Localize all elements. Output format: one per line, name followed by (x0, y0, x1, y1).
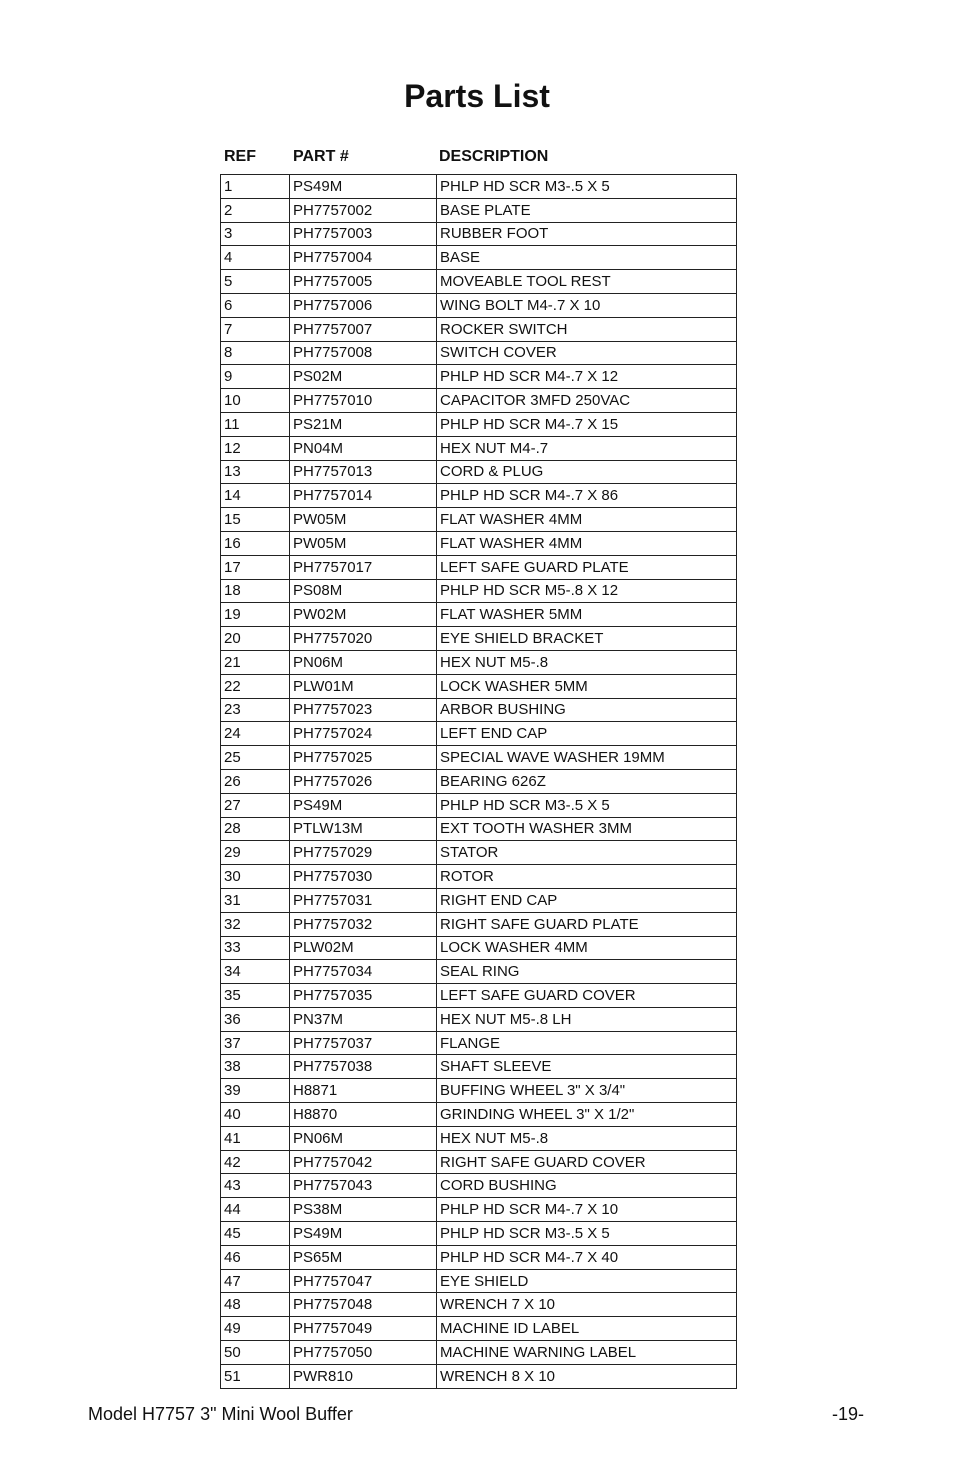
cell-ref: 18 (221, 579, 290, 603)
cell-description: PHLP HD SCR M4-.7 X 40 (437, 1245, 737, 1269)
cell-ref: 11 (221, 412, 290, 436)
cell-description: LEFT END CAP (437, 722, 737, 746)
cell-ref: 33 (221, 936, 290, 960)
cell-part-number: PS49M (290, 1222, 437, 1246)
cell-ref: 29 (221, 841, 290, 865)
cell-ref: 35 (221, 984, 290, 1008)
table-row (221, 1055, 737, 1079)
table-row (221, 722, 737, 746)
cell-description: LEFT SAFE GUARD PLATE (437, 555, 737, 579)
cell-part-number: PN37M (290, 1007, 437, 1031)
cell-description: BEARING 626Z (437, 769, 737, 793)
table-row (221, 555, 737, 579)
cell-ref: 43 (221, 1174, 290, 1198)
table-row (221, 1245, 737, 1269)
cell-description: BUFFING WHEEL 3" X 3/4" (437, 1079, 737, 1103)
cell-ref: 25 (221, 746, 290, 770)
cell-description: SWITCH COVER (437, 341, 737, 365)
cell-description: HEX NUT M5-.8 (437, 1126, 737, 1150)
cell-ref: 34 (221, 960, 290, 984)
cell-part-number: PTLW13M (290, 817, 437, 841)
cell-ref: 47 (221, 1269, 290, 1293)
table-row (221, 389, 737, 413)
cell-ref: 3 (221, 222, 290, 246)
cell-ref: 21 (221, 650, 290, 674)
cell-part-number: PH7757002 (290, 198, 437, 222)
cell-ref: 50 (221, 1341, 290, 1365)
cell-part-number: PH7757008 (290, 341, 437, 365)
cell-part-number: PH7757049 (290, 1317, 437, 1341)
table-row (221, 1269, 737, 1293)
table-row (221, 650, 737, 674)
cell-part-number: PLW01M (290, 674, 437, 698)
cell-description: PHLP HD SCR M4-.7 X 10 (437, 1198, 737, 1222)
cell-ref: 16 (221, 531, 290, 555)
table-row (221, 341, 737, 365)
cell-ref: 51 (221, 1364, 290, 1388)
cell-part-number: PH7757048 (290, 1293, 437, 1317)
cell-description: WING BOLT M4-.7 X 10 (437, 293, 737, 317)
cell-part-number: PW05M (290, 508, 437, 532)
cell-description: ROCKER SWITCH (437, 317, 737, 341)
cell-part-number: PLW02M (290, 936, 437, 960)
cell-part-number: H8870 (290, 1103, 437, 1127)
cell-description: SPECIAL WAVE WASHER 19MM (437, 746, 737, 770)
cell-part-number: PS02M (290, 365, 437, 389)
cell-ref: 49 (221, 1317, 290, 1341)
footer-page-number: -19- (831, 1404, 864, 1424)
cell-description: MOVEABLE TOOL REST (437, 270, 737, 294)
cell-description: MACHINE ID LABEL (437, 1317, 737, 1341)
cell-ref: 12 (221, 436, 290, 460)
cell-description: RUBBER FOOT (437, 222, 737, 246)
cell-part-number: PH7757023 (290, 698, 437, 722)
page-title: Parts List (404, 78, 550, 114)
table-row (221, 270, 737, 294)
cell-ref: 28 (221, 817, 290, 841)
cell-description: WRENCH 7 X 10 (437, 1293, 737, 1317)
cell-description: RIGHT SAFE GUARD PLATE (437, 912, 737, 936)
cell-description: SHAFT SLEEVE (437, 1055, 737, 1079)
cell-part-number: PS08M (290, 579, 437, 603)
cell-part-number: PH7757042 (290, 1150, 437, 1174)
table-row (221, 484, 737, 508)
cell-ref: 17 (221, 555, 290, 579)
cell-ref: 31 (221, 888, 290, 912)
cell-description: PHLP HD SCR M3-.5 X 5 (437, 175, 737, 199)
cell-description: CORD & PLUG (437, 460, 737, 484)
table-row (221, 1341, 737, 1365)
cell-ref: 8 (221, 341, 290, 365)
cell-description: PHLP HD SCR M4-.7 X 12 (437, 365, 737, 389)
cell-part-number: PH7757005 (290, 270, 437, 294)
table-row (221, 698, 737, 722)
cell-description: RIGHT END CAP (437, 888, 737, 912)
column-header-part: PART # (293, 148, 349, 165)
cell-part-number: PH7757047 (290, 1269, 437, 1293)
table-row (221, 603, 737, 627)
cell-ref: 30 (221, 865, 290, 889)
cell-description: LOCK WASHER 5MM (437, 674, 737, 698)
table-row (221, 1007, 737, 1031)
cell-part-number: PH7757026 (290, 769, 437, 793)
cell-part-number: PH7757038 (290, 1055, 437, 1079)
cell-part-number: PH7757031 (290, 888, 437, 912)
cell-description: GRINDING WHEEL 3" X 1/2" (437, 1103, 737, 1127)
table-row (221, 365, 737, 389)
cell-ref: 36 (221, 1007, 290, 1031)
cell-ref: 24 (221, 722, 290, 746)
cell-part-number: PH7757029 (290, 841, 437, 865)
cell-part-number: PH7757034 (290, 960, 437, 984)
table-row (221, 198, 737, 222)
cell-description: STATOR (437, 841, 737, 865)
cell-part-number: PH7757032 (290, 912, 437, 936)
cell-ref: 1 (221, 175, 290, 199)
table-row (221, 412, 737, 436)
table-row (221, 1222, 737, 1246)
cell-part-number: H8871 (290, 1079, 437, 1103)
cell-description: EYE SHIELD BRACKET (437, 627, 737, 651)
cell-description: ARBOR BUSHING (437, 698, 737, 722)
cell-ref: 37 (221, 1031, 290, 1055)
cell-part-number: PN06M (290, 1126, 437, 1150)
table-row (221, 246, 737, 270)
column-header-description: DESCRIPTION (439, 148, 549, 165)
cell-ref: 40 (221, 1103, 290, 1127)
cell-part-number: PW02M (290, 603, 437, 627)
table-row (221, 222, 737, 246)
table-row (221, 627, 737, 651)
cell-ref: 15 (221, 508, 290, 532)
cell-ref: 39 (221, 1079, 290, 1103)
cell-description: SEAL RING (437, 960, 737, 984)
table-row (221, 1317, 737, 1341)
cell-part-number: PS49M (290, 793, 437, 817)
table-row (221, 1031, 737, 1055)
table-row (221, 293, 737, 317)
cell-ref: 9 (221, 365, 290, 389)
cell-part-number: PH7757003 (290, 222, 437, 246)
cell-part-number: PH7757043 (290, 1174, 437, 1198)
table-row (221, 984, 737, 1008)
cell-description: PHLP HD SCR M4-.7 X 15 (437, 412, 737, 436)
table-row (221, 175, 737, 199)
table-row (221, 317, 737, 341)
table-row (221, 579, 737, 603)
cell-ref: 6 (221, 293, 290, 317)
cell-description: BASE (437, 246, 737, 270)
table-row (221, 817, 737, 841)
table-row (221, 841, 737, 865)
table-row (221, 912, 737, 936)
cell-description: PHLP HD SCR M5-.8 X 12 (437, 579, 737, 603)
cell-description: LOCK WASHER 4MM (437, 936, 737, 960)
table-row (221, 1198, 737, 1222)
cell-description: CAPACITOR 3MFD 250VAC (437, 389, 737, 413)
cell-description: BASE PLATE (437, 198, 737, 222)
cell-part-number: PH7757013 (290, 460, 437, 484)
cell-ref: 10 (221, 389, 290, 413)
cell-part-number: PH7757037 (290, 1031, 437, 1055)
cell-part-number: PH7757050 (290, 1341, 437, 1365)
cell-part-number: PH7757020 (290, 627, 437, 651)
cell-part-number: PS49M (290, 175, 437, 199)
parts-table (220, 174, 737, 1389)
cell-part-number: PH7757014 (290, 484, 437, 508)
table-row (221, 865, 737, 889)
cell-ref: 2 (221, 198, 290, 222)
table-row (221, 1364, 737, 1388)
cell-part-number: PH7757025 (290, 746, 437, 770)
table-row (221, 508, 737, 532)
cell-ref: 48 (221, 1293, 290, 1317)
cell-description: PHLP HD SCR M4-.7 X 86 (437, 484, 737, 508)
cell-ref: 7 (221, 317, 290, 341)
cell-description: CORD BUSHING (437, 1174, 737, 1198)
table-row (221, 1174, 737, 1198)
cell-ref: 20 (221, 627, 290, 651)
cell-ref: 13 (221, 460, 290, 484)
cell-ref: 14 (221, 484, 290, 508)
cell-part-number: PH7757006 (290, 293, 437, 317)
cell-description: ROTOR (437, 865, 737, 889)
column-header-ref: REF (224, 148, 256, 165)
cell-part-number: PN04M (290, 436, 437, 460)
cell-description: HEX NUT M5-.8 LH (437, 1007, 737, 1031)
cell-ref: 26 (221, 769, 290, 793)
cell-ref: 23 (221, 698, 290, 722)
cell-part-number: PH7757010 (290, 389, 437, 413)
cell-description: FLAT WASHER 4MM (437, 508, 737, 532)
cell-part-number: PS65M (290, 1245, 437, 1269)
cell-description: HEX NUT M5-.8 (437, 650, 737, 674)
table-row (221, 674, 737, 698)
cell-ref: 41 (221, 1126, 290, 1150)
cell-description: WRENCH 8 X 10 (437, 1364, 737, 1388)
cell-ref: 42 (221, 1150, 290, 1174)
cell-description: EYE SHIELD (437, 1269, 737, 1293)
table-row (221, 960, 737, 984)
cell-ref: 45 (221, 1222, 290, 1246)
table-row (221, 888, 737, 912)
cell-part-number: PN06M (290, 650, 437, 674)
table-header (224, 148, 738, 170)
cell-ref: 44 (221, 1198, 290, 1222)
table-row (221, 746, 737, 770)
cell-ref: 27 (221, 793, 290, 817)
cell-part-number: PH7757024 (290, 722, 437, 746)
table-row (221, 1150, 737, 1174)
cell-ref: 22 (221, 674, 290, 698)
table-row (221, 1079, 737, 1103)
table-row (221, 769, 737, 793)
table-row (221, 793, 737, 817)
cell-part-number: PS38M (290, 1198, 437, 1222)
table-row (221, 436, 737, 460)
table-row (221, 936, 737, 960)
cell-description: PHLP HD SCR M3-.5 X 5 (437, 1222, 737, 1246)
footer-model-name: Model H7757 3" Mini Wool Buffer (88, 1404, 353, 1424)
cell-part-number: PS21M (290, 412, 437, 436)
cell-ref: 19 (221, 603, 290, 627)
parts-table-body (221, 175, 737, 1389)
cell-description: MACHINE WARNING LABEL (437, 1341, 737, 1365)
cell-description: HEX NUT M4-.7 (437, 436, 737, 460)
cell-part-number: PWR810 (290, 1364, 437, 1388)
table-row (221, 531, 737, 555)
cell-part-number: PH7757017 (290, 555, 437, 579)
cell-part-number: PH7757004 (290, 246, 437, 270)
table-row (221, 460, 737, 484)
cell-part-number: PH7757007 (290, 317, 437, 341)
cell-description: PHLP HD SCR M3-.5 X 5 (437, 793, 737, 817)
cell-description: FLANGE (437, 1031, 737, 1055)
cell-ref: 4 (221, 246, 290, 270)
cell-part-number: PH7757035 (290, 984, 437, 1008)
cell-description: RIGHT SAFE GUARD COVER (437, 1150, 737, 1174)
cell-part-number: PH7757030 (290, 865, 437, 889)
table-row (221, 1293, 737, 1317)
cell-part-number: PW05M (290, 531, 437, 555)
cell-description: LEFT SAFE GUARD COVER (437, 984, 737, 1008)
cell-ref: 32 (221, 912, 290, 936)
cell-description: EXT TOOTH WASHER 3MM (437, 817, 737, 841)
table-row (221, 1126, 737, 1150)
cell-ref: 46 (221, 1245, 290, 1269)
cell-description: FLAT WASHER 5MM (437, 603, 737, 627)
table-row (221, 1103, 737, 1127)
cell-description: FLAT WASHER 4MM (437, 531, 737, 555)
cell-ref: 38 (221, 1055, 290, 1079)
cell-ref: 5 (221, 270, 290, 294)
